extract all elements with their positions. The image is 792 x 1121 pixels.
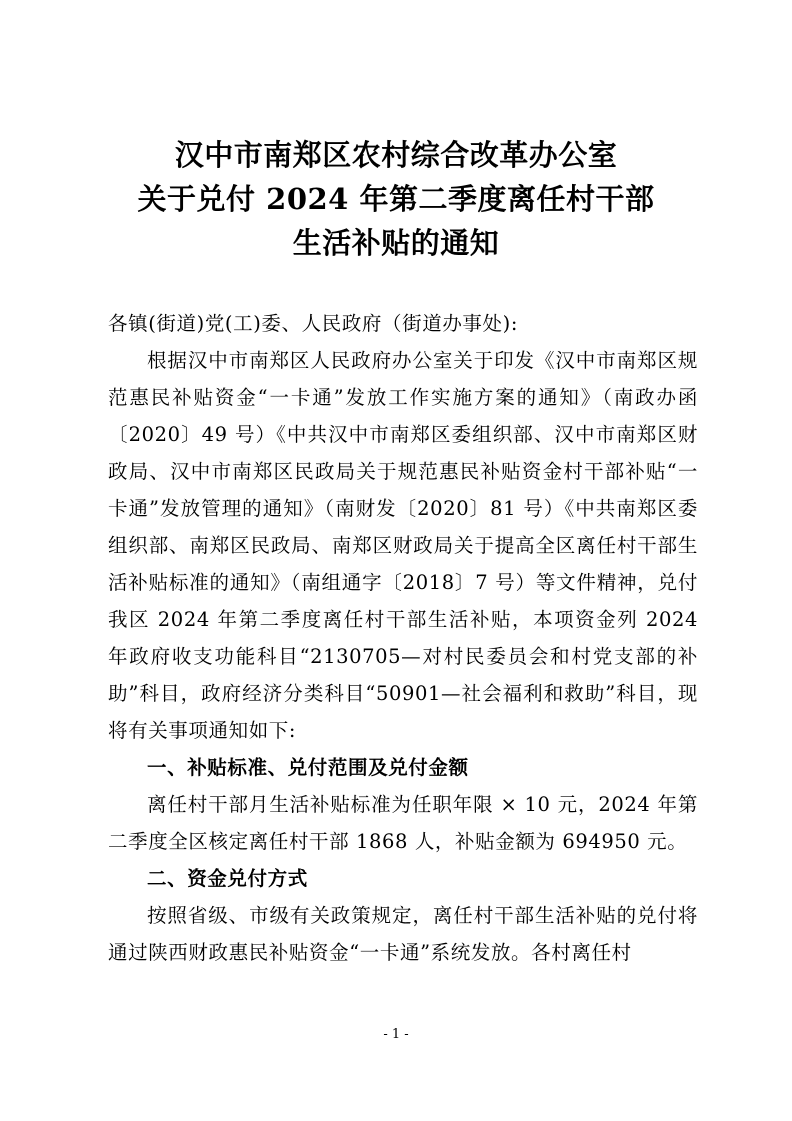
title-line-3: 生活补贴的通知 bbox=[292, 226, 500, 260]
title-line-1: 汉中市南郑区农村综合改革办公室 bbox=[174, 138, 618, 172]
section-1-heading: 一、补贴标准、兑付范围及兑付金额 bbox=[147, 756, 469, 779]
title-line-2: 关于兑付 2024 年第二季度离任村干部 bbox=[137, 182, 655, 216]
salutation: 各镇(街道)党(工)委、人民政府（街道办事处): bbox=[108, 312, 519, 335]
document-body bbox=[108, 305, 698, 971]
section-2-heading: 二、资金兑付方式 bbox=[147, 867, 308, 890]
section-1-text: 离任村干部月生活补贴标准为任职年限 × 10 元，2024 年第二季度全区核定离任村干部 1868 人，补贴金额为 694950 元。 bbox=[108, 793, 698, 853]
document-title bbox=[100, 133, 692, 265]
paragraph-intro: 根据汉中市南郑区人民政府办公室关于印发《汉中市南郑区规范惠民补贴资金“一卡通”发放工作实施方案的通知》（南政办函〔2020〕49 号）《中共汉中市南郑区委组织部、汉中市南郑区财政局、汉中市南郑区民政局关于规范惠民补贴资金村干部补贴“一卡通”发放管理的通知》（南财发〔2020〕81 号）《中共南郑区委组织部、南郑区民政局、南郑区财政局关于提高全区离任村干部生活补贴标准的通知》（南组通字〔2018〕7 号）等文件精神，兑付我区 2024 年第二季度离任村干部生活补贴，本项资金列 2024 年政府收支功能科目“2130705—对村民委员会和村党支部的补助”科目，政府经济分类科目“50901—社会福利和救助”科目，现将有关事项通知如下: bbox=[108, 349, 698, 742]
section-2-text: 按照省级、市级有关政策规定，离任村干部生活补贴的兑付将通过陕西财政惠民补贴资金“一卡通”系统发放。各村离任村 bbox=[108, 904, 698, 964]
page-number: - 1 - bbox=[383, 1027, 409, 1042]
